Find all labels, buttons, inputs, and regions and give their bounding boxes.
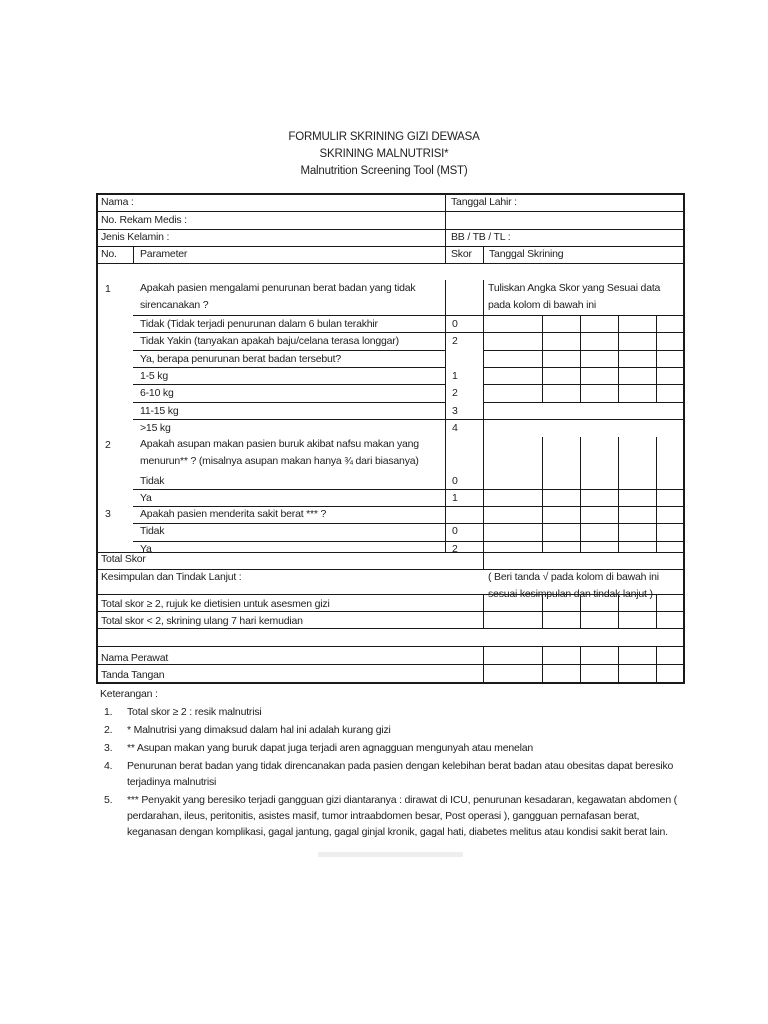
rekam-medis-label: No. Rekam Medis : bbox=[101, 214, 187, 226]
note-number: 1. bbox=[104, 706, 113, 718]
form-subtitle: SKRINING MALNUTRISI* bbox=[319, 148, 449, 160]
table-border-top bbox=[96, 193, 685, 195]
column-divider bbox=[618, 437, 619, 552]
note-item-5-line: perdarahan, ileus, peritonitis, asistes masif, tumor intraabdomen besar, Post operasi ), gangguan pernafasan berat, bbox=[127, 810, 640, 822]
note-number: 2. bbox=[104, 724, 113, 736]
column-divider bbox=[445, 280, 446, 552]
row-divider bbox=[133, 489, 685, 490]
note-number: 5. bbox=[104, 794, 113, 806]
q1-number: 1 bbox=[105, 283, 111, 295]
q2-option-score: 0 bbox=[452, 475, 458, 487]
q2-option: Ya bbox=[140, 492, 152, 504]
q1-option: Tidak (Tidak terjadi penurunan dalam 6 bulan terakhir bbox=[140, 318, 378, 330]
column-divider bbox=[580, 437, 581, 552]
q3-option: Tidak bbox=[140, 525, 165, 537]
row-divider bbox=[133, 523, 685, 524]
q1-option: 6-10 kg bbox=[140, 387, 174, 399]
notes-heading: Keterangan : bbox=[100, 688, 158, 700]
col-skor-header: Skor bbox=[451, 248, 472, 260]
column-divider bbox=[483, 280, 484, 569]
faint-footer-mark bbox=[318, 852, 463, 857]
bb-tb-tl-label: BB / TB / TL : bbox=[451, 231, 511, 243]
table-border-bottom bbox=[96, 682, 685, 684]
q1-option: Tidak Yakin (tanyakan apakah baju/celana terasa longgar) bbox=[140, 335, 399, 347]
column-divider bbox=[618, 646, 619, 684]
form-tool-name: Malnutrition Screening Tool (MST) bbox=[300, 165, 468, 177]
column-divider bbox=[483, 594, 484, 628]
column-divider bbox=[580, 315, 581, 402]
total-skor-label: Total Skor bbox=[101, 553, 146, 565]
note-item-5-line: keganasan dengan komplikasi, gagal jantung, gagal ginjal kronik, gagal hati, diabetes melitus atau kondisi sakit berat lain. bbox=[127, 826, 668, 838]
kesimpulan-label: Kesimpulan dan Tindak Lanjut : bbox=[101, 571, 242, 583]
q3-option-score: 2 bbox=[452, 543, 458, 555]
column-divider bbox=[618, 315, 619, 402]
jenis-kelamin-label: Jenis Kelamin : bbox=[101, 231, 170, 243]
note-item-1-line: Total skor ≥ 2 : resik malnutrisi bbox=[127, 706, 262, 718]
note-item-4-line: terjadinya malnutrisi bbox=[127, 776, 217, 788]
q3-question: Apakah pasien menderita sakit berat *** ? bbox=[140, 508, 327, 520]
q1-option: 11-15 kg bbox=[140, 405, 179, 417]
nama-perawat-label: Nama Perawat bbox=[101, 652, 169, 664]
column-divider bbox=[445, 193, 446, 263]
instruction-text: Tuliskan Angka Skor yang Sesuai data pada kolom di bawah ini bbox=[488, 282, 661, 311]
q3-option-score: 0 bbox=[452, 525, 458, 537]
note-item-4-line: Penurunan berat badan yang tidak direncanakan pada pasien dengan kelebihan berat badan atau obesitas dapat beresiko bbox=[127, 760, 674, 772]
row-divider bbox=[133, 384, 445, 385]
row-divider bbox=[483, 402, 685, 403]
note-item-5-line: *** Penyakit yang beresiko terjadi gangguan gizi diantaranya : dirawat di ICU, penurunan kesadaran, kegawatan abdomen ( bbox=[127, 794, 677, 806]
q1-option-score: 2 bbox=[452, 335, 458, 347]
note-number: 4. bbox=[104, 760, 113, 772]
row-divider bbox=[96, 229, 685, 230]
column-divider bbox=[656, 315, 657, 402]
row-divider bbox=[133, 541, 685, 542]
column-divider bbox=[542, 315, 543, 402]
tanda-tangan-label: Tanda Tangan bbox=[101, 669, 165, 681]
ulang-option: Total skor < 2, skrining ulang 7 hari kemudian bbox=[101, 615, 303, 627]
row-divider bbox=[96, 263, 685, 264]
q2-option-score: 1 bbox=[452, 492, 458, 504]
row-divider bbox=[96, 664, 685, 665]
q1-option-score: 2 bbox=[452, 387, 458, 399]
row-divider bbox=[483, 367, 685, 368]
q1-option-score: 1 bbox=[452, 370, 458, 382]
note-number: 3. bbox=[104, 742, 113, 754]
q1-question: Apakah pasien mengalami penurunan berat badan yang tidak sirencanakan ? bbox=[140, 282, 416, 311]
q1-option-score: 4 bbox=[452, 422, 458, 434]
form-title: FORMULIR SKRINING GIZI DEWASA bbox=[288, 131, 480, 143]
column-divider bbox=[483, 646, 484, 684]
beri-tanda-text: ( Beri tanda √ pada kolom di bawah ini sesuai kesimpulan dan tindak lanjut ) bbox=[488, 571, 659, 600]
row-divider bbox=[96, 552, 685, 553]
row-divider bbox=[96, 646, 685, 647]
note-item-3-line: ** Asupan makan yang buruk dapat juga terjadi aren agnagguan mengunyah atau menelan bbox=[127, 742, 534, 754]
rujuk-option: Total skor ≥ 2, rujuk ke dietisien untuk asesmen gizi bbox=[101, 598, 330, 610]
screening-form-table bbox=[96, 193, 685, 684]
column-divider bbox=[542, 437, 543, 552]
column-divider bbox=[542, 646, 543, 684]
col-no-header: No. bbox=[101, 248, 117, 260]
col-parameter-header: Parameter bbox=[140, 248, 188, 260]
column-divider bbox=[133, 246, 134, 263]
q1-option-score: 0 bbox=[452, 318, 458, 330]
q1-option: 1-5 kg bbox=[140, 370, 168, 382]
q1-option: Ya, berapa penurunan berat badan tersebut? bbox=[140, 353, 341, 365]
q1-option: >15 kg bbox=[140, 422, 171, 434]
col-tanggal-header: Tanggal Skrining bbox=[489, 248, 564, 260]
column-divider bbox=[656, 646, 657, 684]
column-divider bbox=[656, 437, 657, 552]
q2-question: Apakah asupan makan pasien buruk akibat nafsu makan yang menurun** ? (misalnya asupan makan hanya ¾ dari biasanya) bbox=[140, 438, 419, 467]
nama-label: Nama : bbox=[101, 196, 134, 208]
q1-option-score: 3 bbox=[452, 405, 458, 417]
tanggal-lahir-label: Tanggal Lahir : bbox=[451, 196, 517, 208]
q2-number: 2 bbox=[105, 439, 111, 451]
row-divider bbox=[483, 350, 685, 351]
q3-number: 3 bbox=[105, 508, 111, 520]
q2-option: Tidak bbox=[140, 475, 165, 487]
note-item-2-line: * Malnutrisi yang dimaksud dalam hal ini adalah kurang gizi bbox=[127, 724, 391, 736]
row-divider bbox=[483, 384, 685, 385]
q3-option: Ya bbox=[140, 543, 152, 555]
row-divider bbox=[133, 402, 445, 403]
row-divider bbox=[133, 419, 685, 420]
column-divider bbox=[580, 646, 581, 684]
column-divider bbox=[483, 246, 484, 263]
